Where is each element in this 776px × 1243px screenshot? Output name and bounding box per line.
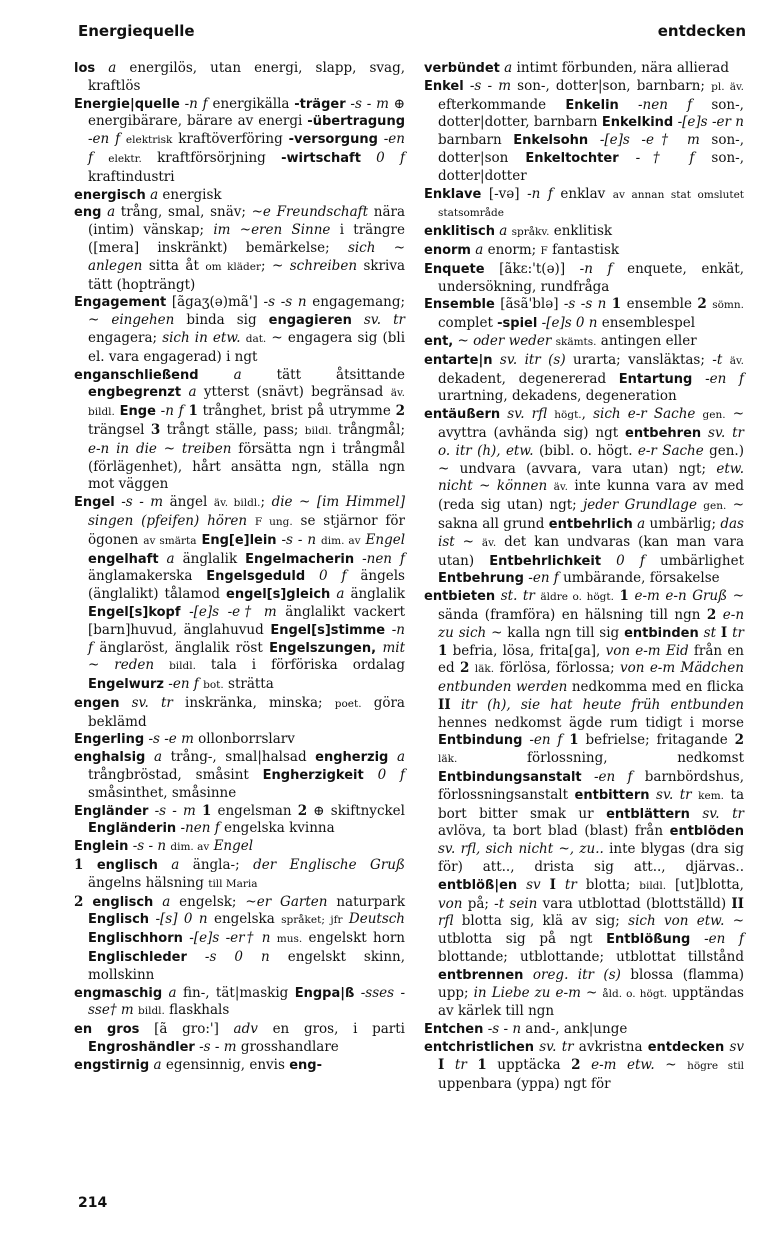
dictionary-entry: Engagement [ãgaʒ(ə)mã'] -s -s n engagemang; ~ eingehen binda sig engagieren sv. tr engagera; sich in etw. dat. ~ engagera sig (bli el. vara engagerad) i ngt (74, 294, 406, 365)
dictionary-entry: los a energilös, utan energi, slapp, svag, kraftlös (74, 60, 405, 94)
dictionary-entry: engmaschig a fin-, tät|maskig Engpa|ß -sses -sse† m bildl. flaskhals (74, 984, 406, 1019)
page-number: 214 (78, 1195, 108, 1211)
dictionary-entry: verbündet a intimt förbunden, nära allierad (424, 60, 729, 76)
dictionary-entry: enghalsig a trång-, smal|halsad engherzig a trångbröstad, småsint Engherzigkeit 0 f småsinthet, småsinne (74, 749, 405, 801)
dictionary-entry: enganschließend a tätt åtsittande engbegrenzt a ytterst (snävt) begränsad äv. bildl. Enge -n f 1 trånghet, brist på utrymme 2 trängsel 3 trångt ställe, pass; bildl. trångmål; e-n in die ~ treiben försätta ngn i trångmål (förlägenhet), hårt ansätta ngn, ställa ngn mot väggen (74, 366, 405, 493)
dictionary-entry: eng a trång, smal, snäv; ~e Freundschaft nära (intim) vänskap; im ~eren Sinne i trängre ([mera] inskränkt) bemärkelse; sich ~ anlegen sitta åt om kläder; ~ schreiben skriva tätt (hopträngt) (74, 204, 406, 293)
dictionary-entry: Energie|quelle -n f energikälla -träger -s - m ⊕ energibärare, bärare av energi -übertragung -en f elektrisk kraftöverföring -versorgung -en f elektr. kraftförsörjning -wirtschaft 0 f kraftindustri (74, 95, 406, 185)
dictionary-entry: Ensemble [ãsã'blə] -s -s n 1 ensemble 2 sömn. complet -spiel -[e]s 0 n ensemblespel (424, 296, 744, 332)
dictionary-entry: engen sv. tr inskränka, minska; poet. göra beklämd (74, 694, 405, 730)
dictionary-entry: ent, ~ oder weder skämts. antingen eller (424, 332, 697, 349)
dictionary-entry: entäußern sv. rfl högt., sich e-r Sache gen. ~ avyttra (avhända sig) ngt entbehren sv. tr o. itr (h), etw. (bibl. o. högt. e-r Sache gen.) ~ undvara (avvara, vara utan) ngt; etw. nicht ~ können äv. inte kunna vara av med (reda sig utan) ngt; jeder Grundlage gen. ~ sakna all grund entbehrlich a umbärlig; das ist ~ äv. det kan undvaras (kan man vara utan) Entbehrlichkeit 0 f umbärlighet Entbehrung -en f umbärande, försakelse (424, 406, 745, 587)
left-column (74, 60, 405, 1075)
dictionary-entry: enorm a enorm; F fantastisk (424, 241, 620, 258)
right-column (424, 60, 744, 1093)
dictionary-entry: enklitisch a språkv. enklitisk (424, 223, 613, 240)
dictionary-entry: Englein -s - n dim. av Engel (74, 838, 254, 855)
dictionary-entry: Enkel -s - m son-, dotter|son, barnbarn; pl. äv. efterkommande Enkelin -nen f son-, dotter|dotter, barnbarn Enkelkind -[e]s -er n barnbarn Enkelsohn -[e]s -e† m son-, dotter|son Enkeltochter -† f son-, dotter|dotter (424, 77, 745, 184)
dictionary-entry: engstirnig a egensinnig, envis eng- (74, 1056, 322, 1073)
page-header (78, 22, 746, 48)
dictionary-entry: entchristlichen sv. tr avkristna entdecken sv I tr 1 upptäcka 2 e-m etw. ~ högre stil uppenbara (yppa) ngt för (424, 1039, 745, 1092)
dictionary-entry: energisch a energisk (74, 186, 222, 203)
dictionary-entry: 2 englisch a engelsk; ~er Garten naturpark Englisch -[s] 0 n engelska språket; jfr Deutsch Englischhorn -[e]s -er† n mus. engelskt horn Englischleder -s 0 n engelskt skinn, mollskinn (74, 893, 406, 983)
running-head-left: Energiequelle (78, 22, 195, 40)
dictionary-entry: entbieten st. tr äldre o. högt. 1 e-m e-n Gruß ~ sända (framföra) en hälsning till ngn 2 e-n zu sich ~ kalla ngn till sig entbinden st I tr 1 befria, lösa, frita[ga], von e-m Eid från en ed 2 läk. förlösa, förlossa; von e-m Mädchen entbunden werden nedkomma med en flicka II itr (h), sie hat heute früh entbunden hennes nedkomst ägde rum tidigt i morse Entbindung -en f 1 befrielse; fritagande 2 läk. förlossning, nedkomst Entbindungsanstalt -en f barnbördshus, förlossningsanstalt entbittern sv. tr kem. ta bort bitter smak ur entblättern sv. tr avlöva, ta bort blad (blast) från entblöden sv. rfl, sich nicht ~, zu.. inte blygas (dra sig för) att.., drista sig att.., djärvas.. entblöß|en sv I tr blotta; bildl. [ut]blotta, von på; -t sein vara utblottad (blottställd) II rfl blotta sig, klä av sig; sich von etw. ~ utblotta sig på ngt Entblößung -en f blottande; utblottande; utblottat tillstånd entbrennen oreg. itr (s) blossa (flamma) upp; in Liebe zu e-m ~ åld. o. högt. upptändas av kärlek till ngn (424, 588, 745, 1020)
dictionary-entry: Entchen -s - n and-, ank|unge (424, 1021, 628, 1038)
dictionary-entry: Engel -s - m ängel äv. bildl.; die ~ [im Himmel] singen (pfeifen) hören F ung. se stjärnor för ögonen av smärta Eng[e]lein -s - n dim. av Engel engelhaft a änglalik Engelmacherin -nen f änglamakerska Engelsgeduld 0 f ängels (änglalikt) tålamod engel[s]gleich a änglalik Engel[s]kopf -[e]s -e† m änglalikt vackert [barn]huvud, änglahuvud Engel[s]stimme -n f änglaröst, änglalik röst Engelszungen, mit ~ reden bildl. tala i förföriska ordalag Engelwurz -en f bot. strätta (74, 494, 406, 693)
dictionary-entry: 1 englisch a ängla-; der Englische Gruß ängelns hälsning till Maria (74, 857, 405, 891)
dictionary-entry: Engländer -s - m 1 engelsman 2 ⊕ skiftnyckel Engländerin -nen f engelska kvinna (74, 802, 405, 837)
dictionary-entry: Enklave [-və] -n f enklav av annan stat omslutet statsområde (424, 185, 744, 220)
dictionary-entry: Enquete [ãkɛ:'t(ə)] -n f enquete, enkät, undersökning, rundfråga (424, 260, 745, 295)
dictionary-entry: Engerling -s -e m ollonborrslarv (74, 731, 295, 748)
dictionary-entry: en gros [ã gro:'] adv en gros, i parti Engroshändler -s - m grosshandlare (74, 1021, 405, 1056)
dictionary-entry: entarte|n sv. itr (s) urarta; vansläktas; -t äv. dekadent, degenererad Entartung -en f urartning, dekadens, degeneration (424, 351, 744, 405)
running-head-right: entdecken (657, 22, 746, 40)
